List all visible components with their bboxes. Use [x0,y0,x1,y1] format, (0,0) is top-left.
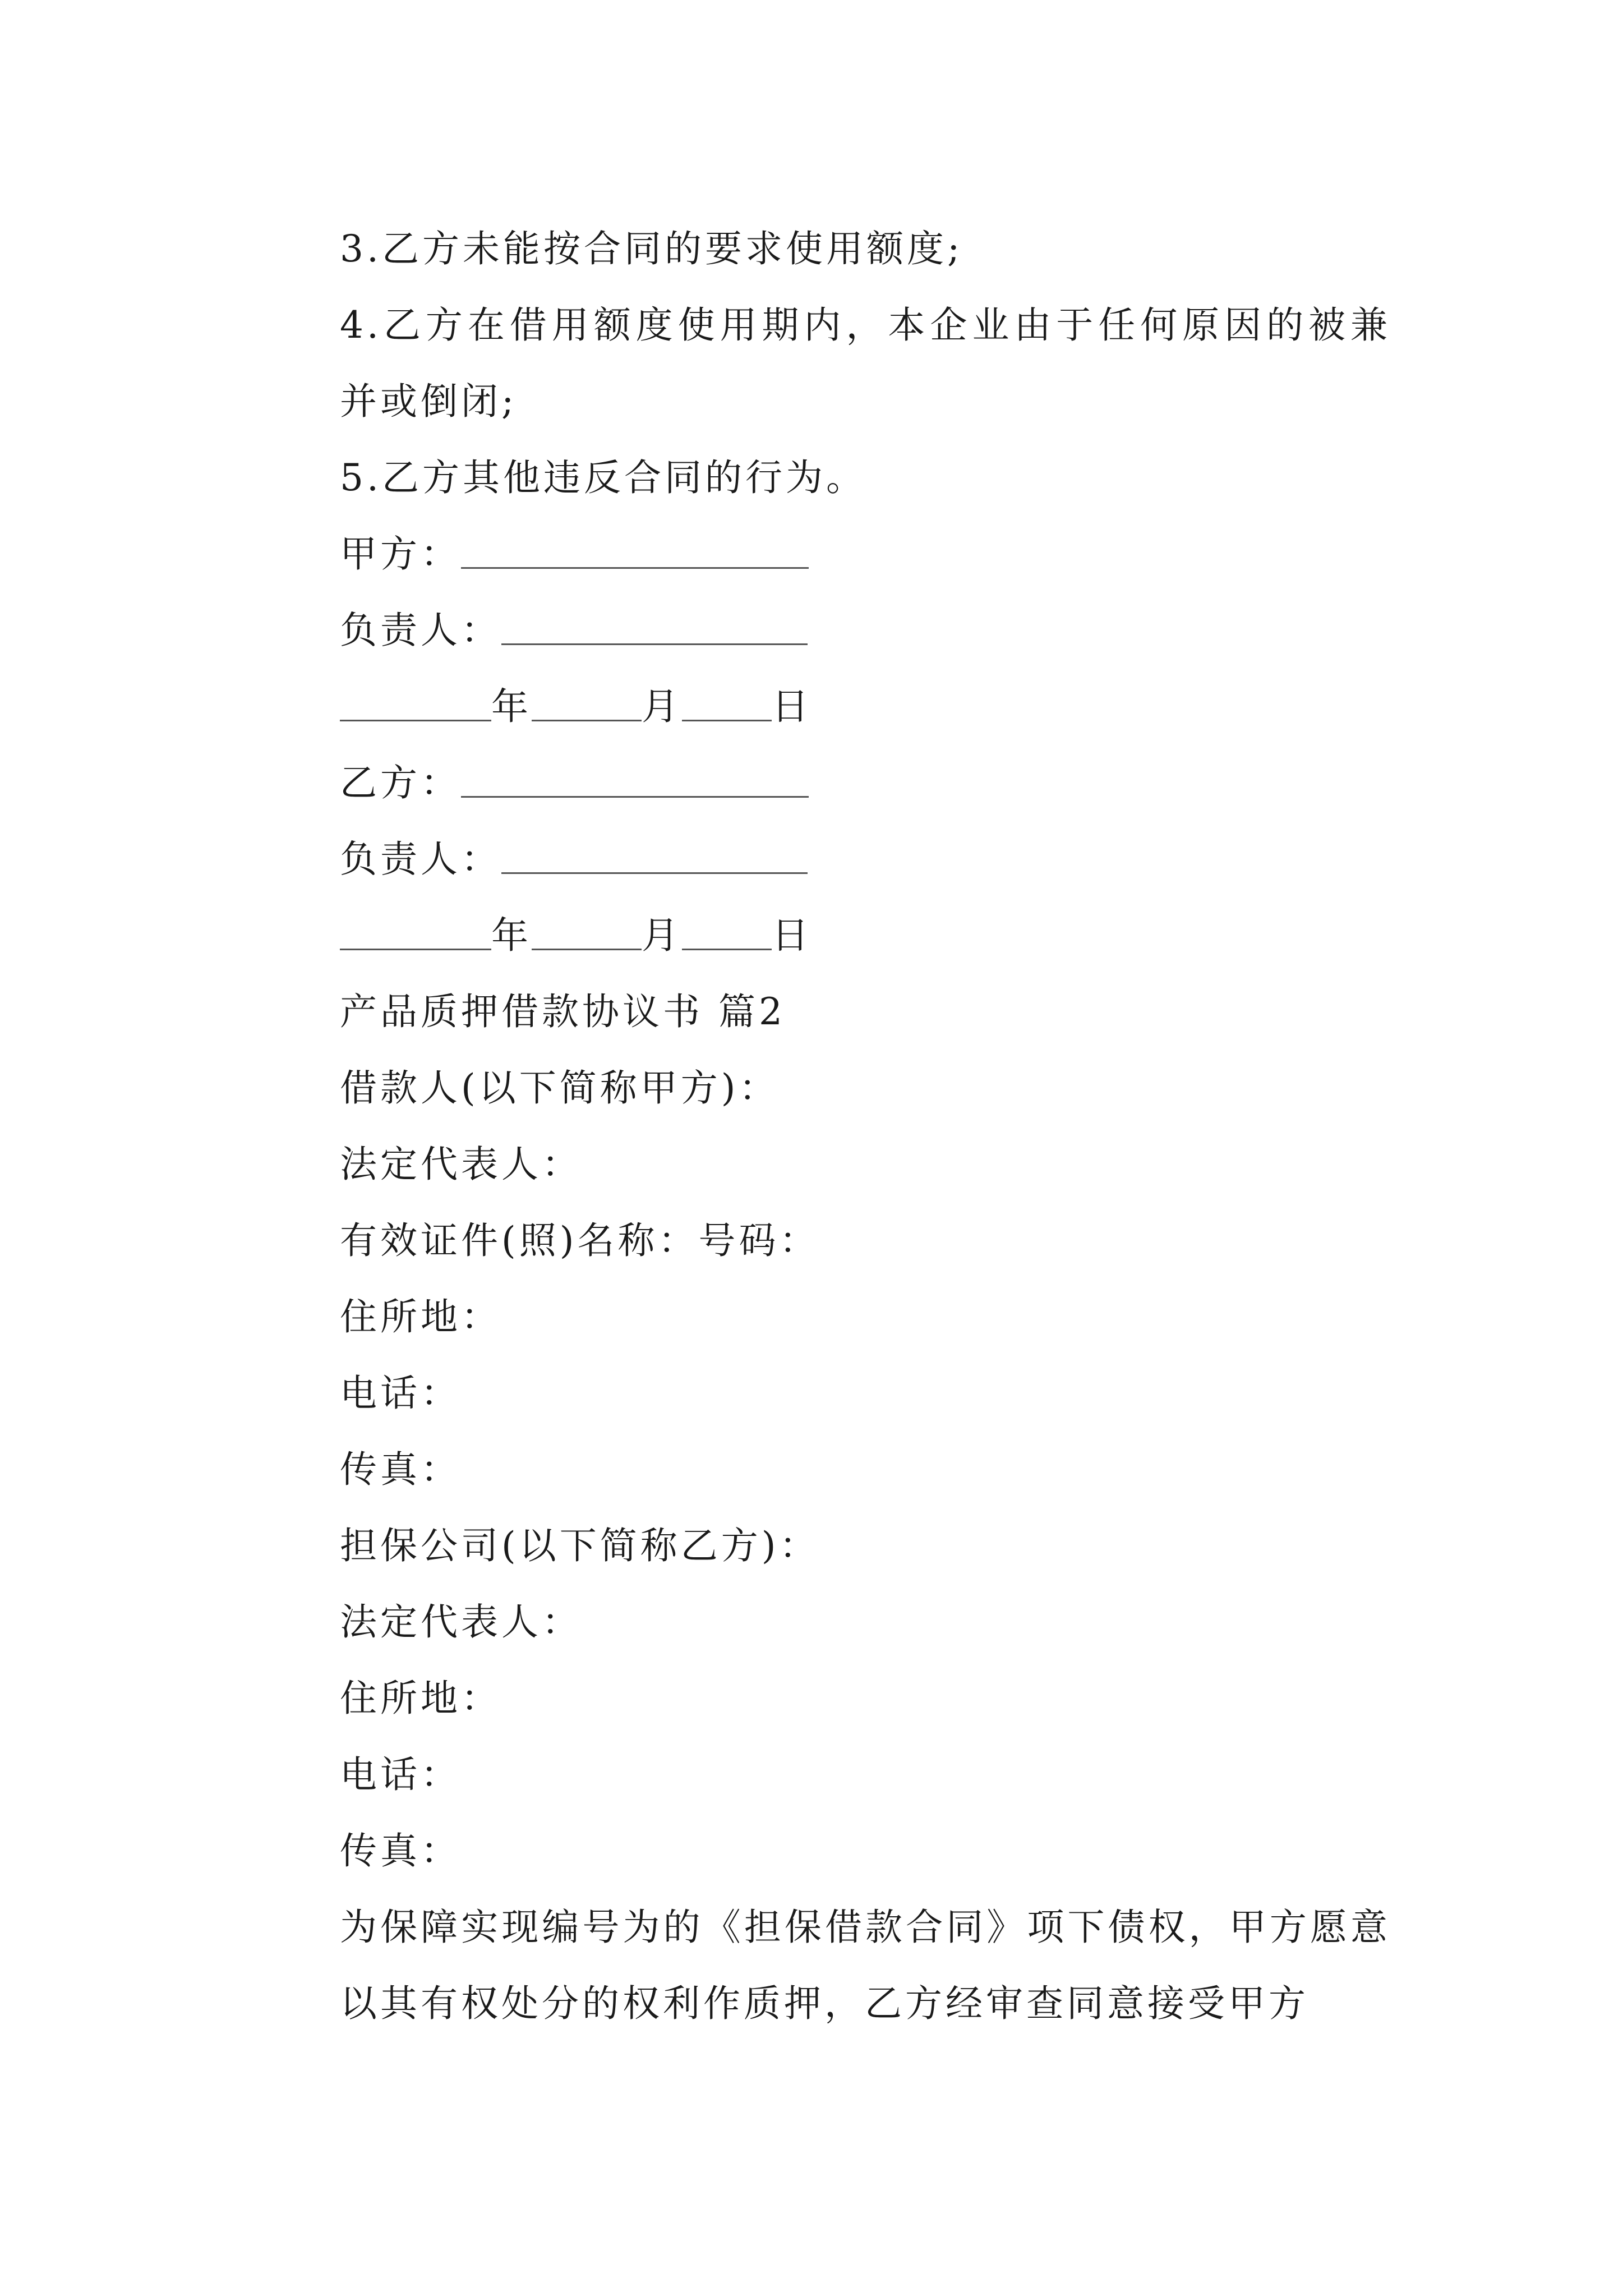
clause-5: 5.乙方其他违反合同的行为。 [340,456,866,499]
document-body [252,211,1391,2042]
party-b-leader-label: 负责人： [340,838,501,881]
party-b-year-blank [340,917,491,950]
party-a-date-line [252,669,1391,745]
party-a-month-label: 月 [642,685,682,728]
borrower-id-doc: 有效证件(照)名称：号码： [340,1219,820,1262]
party-b-blank [461,765,809,798]
party-a-leader-blank [501,612,808,645]
party-a-leader-label: 负责人： [340,609,501,652]
party-b-month-blank [532,917,642,950]
borrower-phone: 电话： [340,1372,461,1415]
party-a-day-label: 日 [772,685,812,728]
party-b-month-label: 月 [642,914,682,957]
party-a-label: 甲方： [340,532,461,576]
party-b-line [252,745,1391,821]
guarantor-fax: 传真： [340,1829,461,1872]
borrower-fax: 传真： [340,1448,461,1491]
party-a-year-blank [340,688,491,721]
guarantor-phone: 电话： [340,1753,461,1796]
clause-4: 4.乙方在借用额度使用期内，本企业由于任何原因的被兼并或倒闭; [340,303,1391,423]
borrower-title: 借款人(以下简称甲方)： [340,1066,780,1110]
party-b-day-blank [682,917,772,950]
guarantor-legal-rep: 法定代表人： [340,1600,582,1644]
guarantor-address: 住所地： [340,1677,501,1720]
party-b-year-label: 年 [491,914,532,957]
party-b-leader-line [252,821,1391,898]
section-title: 产品质押借款协议书 篇2 [340,990,786,1033]
party-b-label: 乙方： [340,761,461,804]
clause-3: 3.乙方未能按合同的要求使用额度; [340,227,963,270]
party-b-leader-blank [501,841,808,874]
guarantor-title: 担保公司(以下简称乙方)： [340,1524,820,1567]
party-b-day-label: 日 [772,914,812,957]
party-b-date-line [252,898,1391,974]
borrower-legal-rep: 法定代表人： [340,1143,582,1186]
party-a-line [252,516,1391,592]
party-a-leader-line [252,592,1391,669]
party-a-year-label: 年 [491,685,532,728]
party-a-month-blank [532,688,642,721]
closing-paragraph: 为保障实现编号为的《担保借款合同》项下债权，甲方愿意以其有权处分的权利作质押，乙方经审查同意接受甲方 [340,1906,1391,2025]
borrower-address: 住所地： [340,1295,501,1338]
party-a-day-blank [682,688,772,721]
party-a-blank [461,536,809,569]
